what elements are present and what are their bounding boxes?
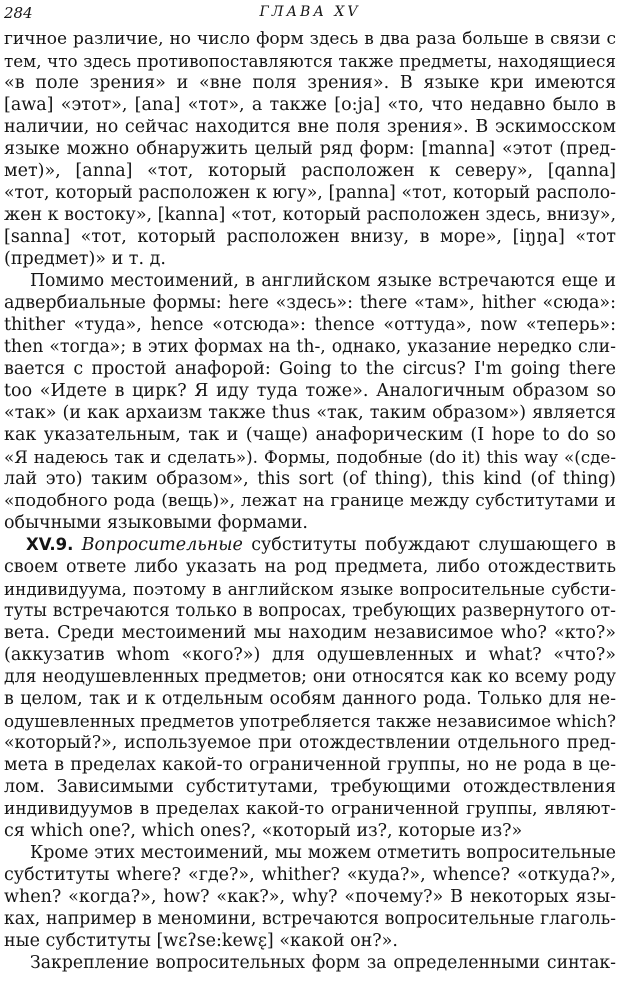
text-line: «подобного рода (вещь)», лежат на границе между субститутами и [4, 491, 616, 511]
text-line: ся which one?, which ones?, «который из?, которые из?» [4, 821, 523, 841]
text-line: в целом, так и к отдельным особям данного рода. Только для не- [4, 689, 616, 709]
text-line: [awa] «этот», [ana] «тот», а также [o:ja] «то, что недавно было в [4, 95, 616, 115]
text-line: (аккузатив whom «кого?») для одушевленных и what? «что?» [4, 645, 616, 665]
text-line: «так» (и как архаизм также thus «так, таким образом») является [4, 403, 616, 423]
text-line: when? «когда?», how? «как?», why? «почему?» В некоторых язы- [4, 887, 616, 907]
text-line: туты встречаются только в вопросах, требующих развернутого от- [4, 601, 616, 621]
text-line: then «тогда»; в этих формах на th-, однако, указание нередко сли- [4, 337, 616, 357]
text-line: thither «туда», hence «отсюда»: thence «оттуда», now «теперь»: [4, 315, 616, 335]
text-line: «Я надеюсь так и сделать»). Формы, подобные (do it) this way «(сде- [4, 447, 616, 467]
text-line: мет)», [anna] «тот, который расположен к северу», [qanna] [4, 161, 616, 181]
text-line: Кроме этих местоимений, мы можем отметить вопросительные [30, 843, 616, 863]
text-line: «в поле зрения» и «вне поля зрения». В языке кри имеются [4, 73, 616, 93]
text-line: индивидуумов в пределах какой-то ограниченной группы, являют- [4, 799, 616, 819]
text-line: Закрепление вопросительных форм за определенными синтак- [30, 953, 616, 973]
running-head: ГЛАВА XV [259, 4, 361, 20]
text-line: [sanna] «тот, который расположен внизу, в море», [iŋŋa] «тот [4, 227, 616, 247]
text-line: too «Идете в цирк? Я иду туда тоже». Аналогичным образом so [4, 381, 616, 401]
text-line: тем, что здесь противопоставляются также предметы, находящиеся [4, 51, 616, 71]
text-line: «тот, который расположен к югу», [panna] «тот, который располо- [4, 183, 616, 203]
text-line: языке можно обнаружить целый ряд форм: [manna] «этот (пред- [4, 139, 616, 159]
text-line: мета в пределах какой-то ограниченной группы, но не рода в це- [4, 755, 616, 775]
text-line: наличии, но сейчас находится вне поля зрения». В эскимосском [4, 117, 616, 137]
text-line: как указательным, так и (чаще) анафорическим (I hope to do so [4, 425, 616, 445]
text-line: гичное различие, но число форм здесь в два раза больше в связи с [4, 29, 616, 49]
text-line: Помимо местоимений, в английском языке встречаются еще и [30, 271, 616, 291]
text-line: обычными языковыми формами. [4, 513, 308, 533]
section-line-rest: субституты побуждают слушающего в [251, 535, 616, 555]
section-heading-line [4, 534, 616, 556]
text-line: одушевленных предметов употребляется также независимое which? [4, 711, 616, 731]
page-header [4, 4, 616, 24]
text-line: для неодушевленных предметов; они относятся как ко всему роду [4, 667, 616, 687]
text-line: субституты where? «где?», whither? «куда?», whence? «откуда?», [4, 865, 616, 885]
text-line: жен к востоку», [kanna] «тот, который расположен здесь, внизу», [4, 205, 616, 225]
text-line: ках, например в меномини, встречаются вопросительные глаголь- [4, 909, 616, 929]
text-line: лом. Зависимыми субститутами, требующими отождествления [4, 777, 616, 797]
text-line: вета. Среди местоимений мы находим независимое who? «кто?» [4, 623, 616, 643]
page-number: 284 [4, 4, 33, 22]
text-line: (предмет)» и т. д. [4, 249, 166, 269]
text-line: ные субституты [wɛʔse:kewɛ̨] «какой он?». [4, 931, 398, 951]
text-line: адвербиальные формы: here «здесь»: there «там», hither «сюда»: [4, 293, 616, 313]
text-line: лай это) таким образом», this sort (of thing), this kind (of thing) [4, 469, 616, 489]
section-number: XV.9. [26, 535, 74, 554]
text-line: «который?», используемое при отождествлении отдельного пред- [4, 733, 616, 753]
text-line: индивидуума, поэтому в английском языке вопросительные субсти- [4, 579, 616, 599]
text-line: своем ответе либо указать на род предмета, либо отождествить [4, 557, 616, 577]
text-line: вается с простой анафорой: Going to the circus? I'm going there [4, 359, 616, 379]
section-term: Вопросительные [81, 535, 243, 555]
